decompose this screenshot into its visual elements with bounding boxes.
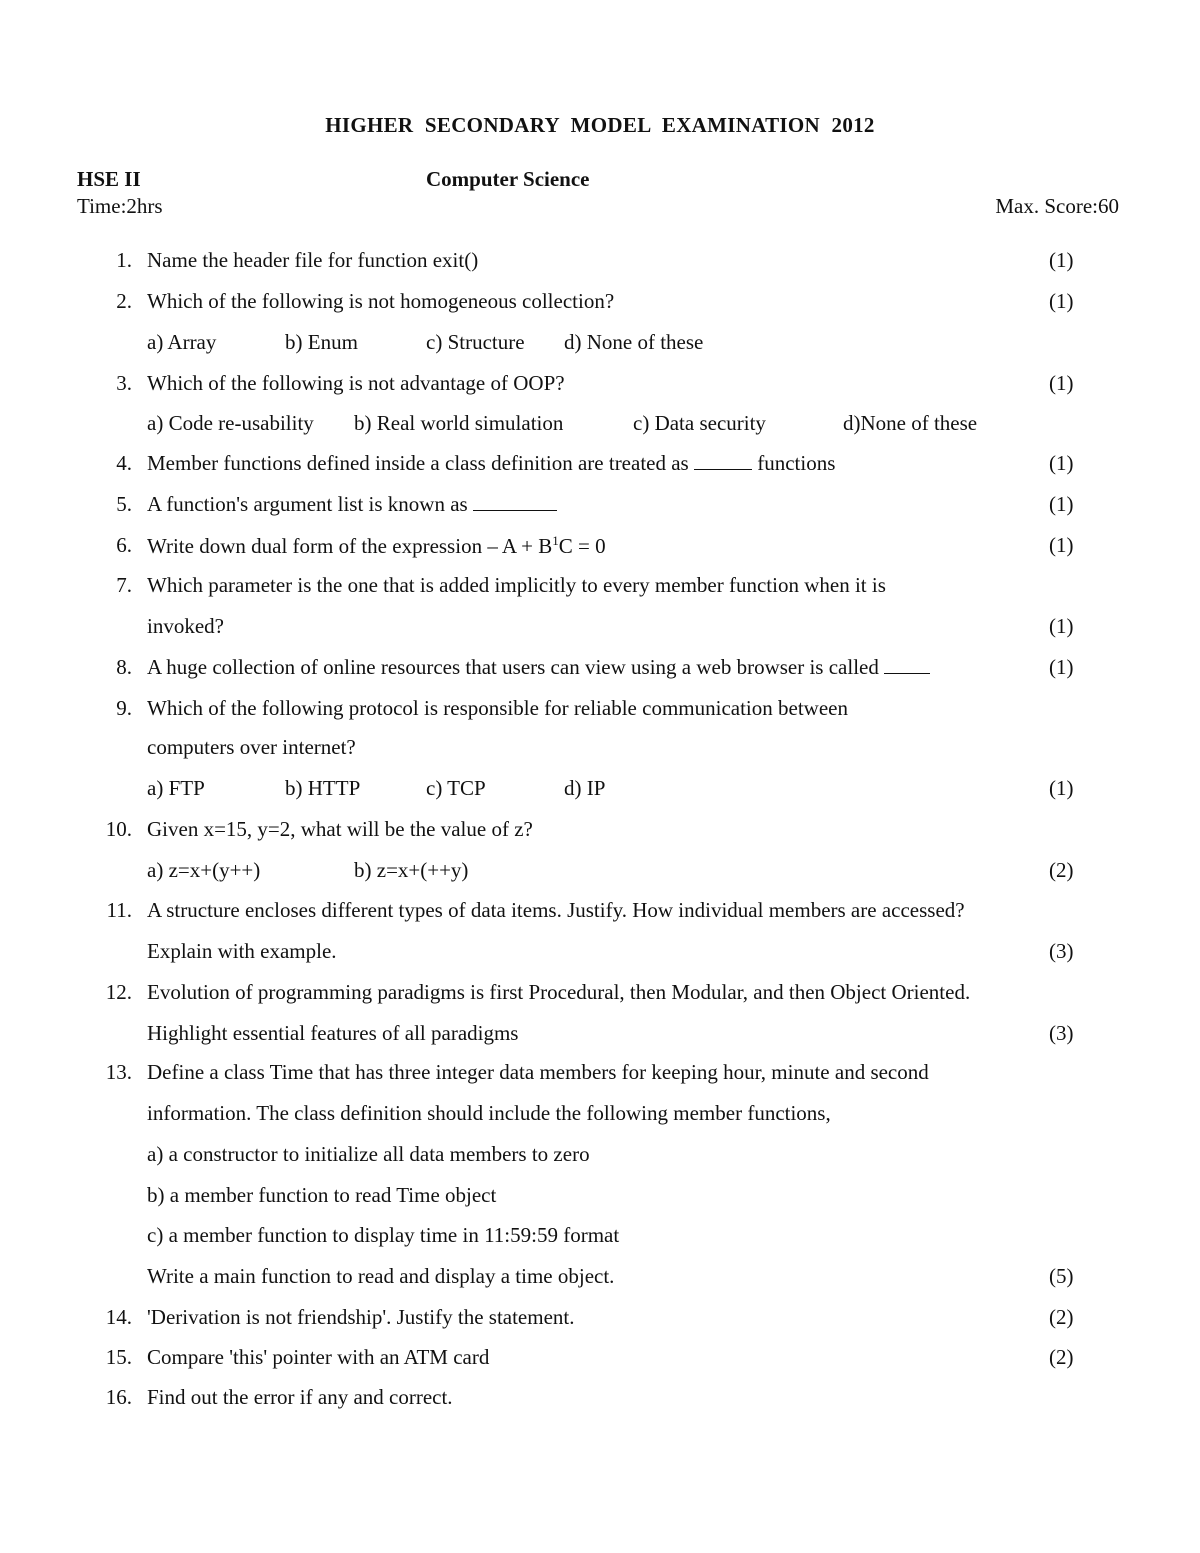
question-9-cont — [0, 735, 1200, 763]
answer-blank — [884, 655, 930, 674]
question-13-final — [0, 1264, 1200, 1292]
question-text: 'Derivation is not friendship'. Justify the statement. — [147, 1305, 575, 1329]
question-13 — [0, 1060, 1200, 1088]
question-text-cont: computers over internet? — [147, 735, 356, 759]
question-mark: (1) — [1049, 655, 1074, 679]
question-text: Compare 'this' pointer with an ATM card — [147, 1345, 490, 1369]
question-15 — [0, 1345, 1200, 1373]
question-text: Which of the following is not advantage of OOP? — [147, 371, 565, 395]
question-13-cont — [0, 1101, 1200, 1129]
question-mark: (2) — [1049, 858, 1074, 882]
option-a: a) Code re-usability — [147, 411, 314, 435]
max-score-label: Max. Score:60 — [995, 194, 1119, 218]
question-mark: (2) — [1049, 1345, 1074, 1369]
question-13-sub-a — [0, 1142, 1200, 1170]
question-3-options — [0, 411, 1200, 439]
question-12-cont — [0, 1021, 1200, 1049]
question-11-cont — [0, 939, 1200, 967]
superscript: 1 — [552, 533, 559, 548]
question-12 — [0, 980, 1200, 1008]
question-3 — [0, 371, 1200, 399]
question-13-sub-b — [0, 1183, 1200, 1211]
exam-title: HIGHER SECONDARY MODEL EXAMINATION 2012 — [325, 113, 875, 137]
question-number: 7. — [116, 573, 132, 597]
question-text: Which of the following protocol is responsible for reliable communication between — [147, 696, 848, 720]
question-text: Given x=15, y=2, what will be the value of z? — [147, 817, 533, 841]
option-c: c) Data security — [633, 411, 766, 435]
question-10-options — [0, 858, 1200, 886]
option-b: b) z=x+(++y) — [354, 858, 469, 882]
question-text-after: C = 0 — [558, 534, 606, 558]
option-c: c) TCP — [426, 776, 486, 800]
question-number: 14. — [105, 1305, 132, 1329]
question-number: 5. — [116, 492, 132, 516]
option-b: b) Enum — [285, 330, 358, 354]
question-text: Name the header file for function exit() — [147, 248, 479, 272]
question-6 — [0, 533, 1200, 561]
subject-label: Computer Science — [426, 167, 590, 191]
question-number: 15. — [105, 1345, 132, 1369]
question-text-main: A function's argument list is known as — [147, 492, 468, 516]
option-a: a) z=x+(y++) — [147, 858, 261, 882]
question-mark: (1) — [1049, 533, 1074, 557]
option-a: a) FTP — [147, 776, 205, 800]
option-c: c) Structure — [426, 330, 525, 354]
question-text: Evolution of programming paradigms is first Procedural, then Modular, and then Object Oriented. — [147, 980, 971, 1004]
question-1 — [0, 248, 1200, 276]
question-mark: (1) — [1049, 451, 1074, 475]
question-number: 9. — [116, 696, 132, 720]
question-16 — [0, 1385, 1200, 1413]
question-text-cont: information. The class definition should include the following member functions, — [147, 1101, 831, 1125]
question-mark: (3) — [1049, 1021, 1074, 1045]
question-mark: (5) — [1049, 1264, 1074, 1288]
option-b: b) Real world simulation — [354, 411, 564, 435]
question-4 — [0, 451, 1200, 479]
question-mark: (2) — [1049, 1305, 1074, 1329]
question-text-cont: Highlight essential features of all paradigms — [147, 1021, 519, 1045]
question-text: Define a class Time that has three integer data members for keeping hour, minute and second — [147, 1060, 929, 1084]
question-number: 13. — [105, 1060, 132, 1084]
question-text-cont: Explain with example. — [147, 939, 337, 963]
question-2 — [0, 289, 1200, 317]
question-mark: (1) — [1049, 776, 1074, 800]
question-number: 1. — [116, 248, 132, 272]
question-mark: (1) — [1049, 492, 1074, 516]
question-text-main: A huge collection of online resources that users can view using a web browser is called — [147, 655, 879, 679]
question-mark: (3) — [1049, 939, 1074, 963]
question-text — [147, 533, 606, 559]
question-mark: (1) — [1049, 289, 1074, 313]
question-number: 10. — [105, 817, 132, 841]
time-label: Time:2hrs — [77, 194, 163, 218]
answer-blank — [473, 492, 557, 511]
option-d: d)None of these — [843, 411, 978, 435]
question-number: 8. — [116, 655, 132, 679]
class-label: HSE II — [77, 167, 141, 191]
question-number: 11. — [106, 898, 132, 922]
option-a: a) Array — [147, 330, 217, 354]
question-text — [147, 451, 835, 476]
question-number: 3. — [116, 371, 132, 395]
question-7 — [0, 573, 1200, 601]
question-text-before: Member functions defined inside a class definition are treated as — [147, 451, 689, 475]
question-7-cont — [0, 614, 1200, 642]
answer-blank — [694, 451, 752, 470]
question-13-sub-c — [0, 1223, 1200, 1251]
question-9 — [0, 696, 1200, 724]
question-text: Which of the following is not homogeneous collection? — [147, 289, 615, 313]
question-number: 6. — [116, 533, 132, 557]
question-number: 12. — [105, 980, 132, 1004]
question-text-before: Write down dual form of the expression – A + B — [147, 534, 553, 558]
question-14 — [0, 1305, 1200, 1333]
question-mark: (1) — [1049, 248, 1074, 272]
question-number: 4. — [116, 451, 132, 475]
question-text-cont: Write a main function to read and display a time object. — [147, 1264, 615, 1288]
question-mark: (1) — [1049, 371, 1074, 395]
question-8 — [0, 655, 1200, 683]
question-number: 2. — [116, 289, 132, 313]
option-d: d) IP — [564, 776, 606, 800]
question-mark: (1) — [1049, 614, 1074, 638]
question-5 — [0, 492, 1200, 520]
question-text: Which parameter is the one that is added implicitly to every member function when it is — [147, 573, 886, 597]
question-2-options — [0, 330, 1200, 358]
question-text-after: functions — [757, 451, 836, 475]
sub-item: b) a member function to read Time object — [147, 1183, 497, 1207]
question-11 — [0, 898, 1200, 926]
sub-item: c) a member function to display time in 11:59:59 format — [147, 1223, 620, 1247]
question-text — [147, 655, 930, 680]
question-10 — [0, 817, 1200, 845]
question-9-options — [0, 776, 1200, 804]
question-text — [147, 492, 557, 517]
question-text: A structure encloses different types of data items. Justify. How individual members are accessed? — [147, 898, 965, 922]
option-b: b) HTTP — [285, 776, 361, 800]
question-text: Find out the error if any and correct. — [147, 1385, 453, 1409]
question-text-cont: invoked? — [147, 614, 224, 638]
option-d: d) None of these — [564, 330, 704, 354]
question-number: 16. — [105, 1385, 132, 1409]
sub-item: a) a constructor to initialize all data members to zero — [147, 1142, 590, 1166]
